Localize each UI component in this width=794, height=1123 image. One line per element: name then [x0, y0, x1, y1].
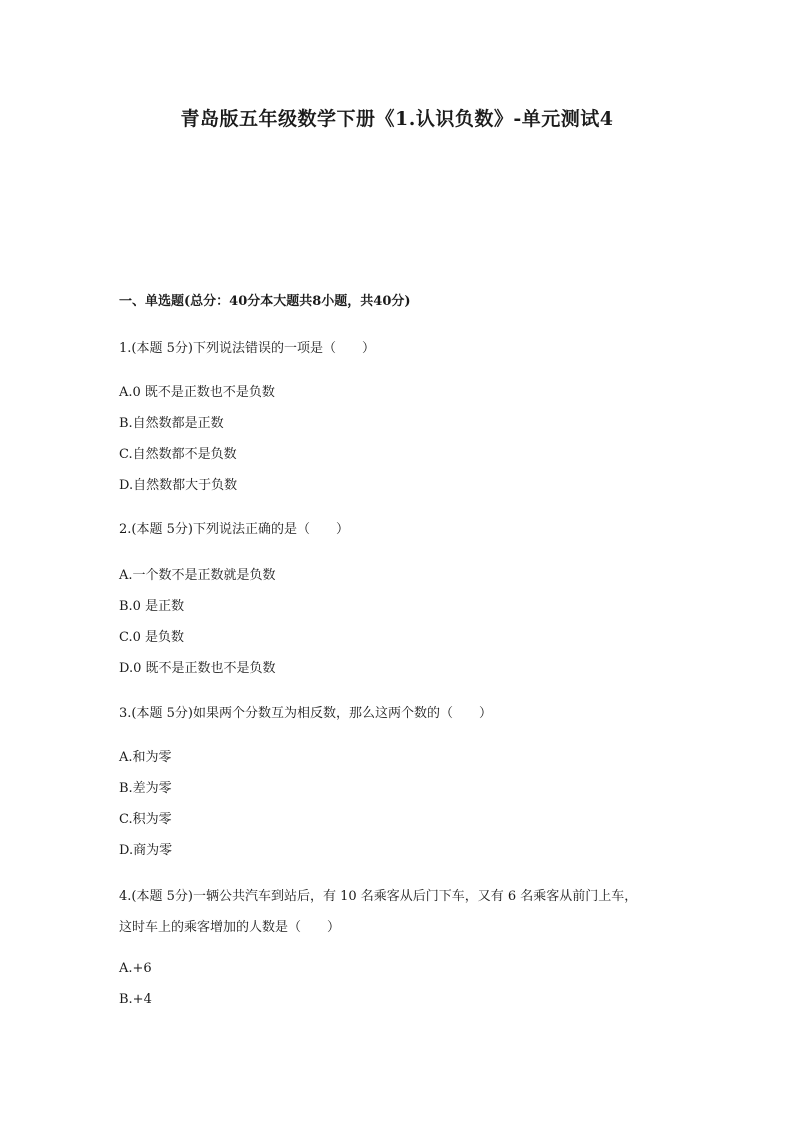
question-3-option-c: C.积为零: [119, 812, 172, 827]
question-1-option-d: D.自然数都大于负数: [119, 478, 238, 493]
question-3-option-b: B.差为零: [119, 781, 172, 796]
question-1-option-a: A.0 既不是正数也不是负数: [119, 385, 275, 400]
question-1-option-b: B.自然数都是正数: [119, 416, 224, 431]
section-heading: 一、单选题(总分：40分本大题共8小题，共40分): [119, 294, 411, 309]
question-4-option-b: B.+4: [119, 992, 152, 1007]
question-2-option-b: B.0 是正数: [119, 599, 185, 614]
question-2-stem: 2.(本题 5分)下列说法正确的是（ ）: [119, 522, 349, 537]
question-4-stem-line-1: 4.(本题 5分)一辆公共汽车到站后，有 10 名乘客从后门下车，又有 6 名乘客从前门上车，: [119, 889, 638, 904]
question-1-stem: 1.(本题 5分)下列说法错误的一项是（ ）: [119, 341, 375, 356]
question-4-option-a: A.+6: [119, 961, 152, 976]
question-1-option-c: C.自然数都不是负数: [119, 447, 237, 462]
question-4-stem-line-2: 这时车上的乘客增加的人数是（ ）: [119, 920, 341, 935]
question-2-option-a: A.一个数不是正数就是负数: [119, 568, 276, 583]
question-3-option-d: D.商为零: [119, 843, 173, 858]
question-3-option-a: A.和为零: [119, 750, 172, 765]
question-2-option-c: C.0 是负数: [119, 630, 185, 645]
page-title: 青岛版五年级数学下册《1.认识负数》-单元测试4: [180, 108, 614, 130]
question-2-option-d: D.0 既不是正数也不是负数: [119, 661, 276, 676]
question-3-stem: 3.(本题 5分)如果两个分数互为相反数，那么这两个数的（ ）: [119, 706, 492, 721]
